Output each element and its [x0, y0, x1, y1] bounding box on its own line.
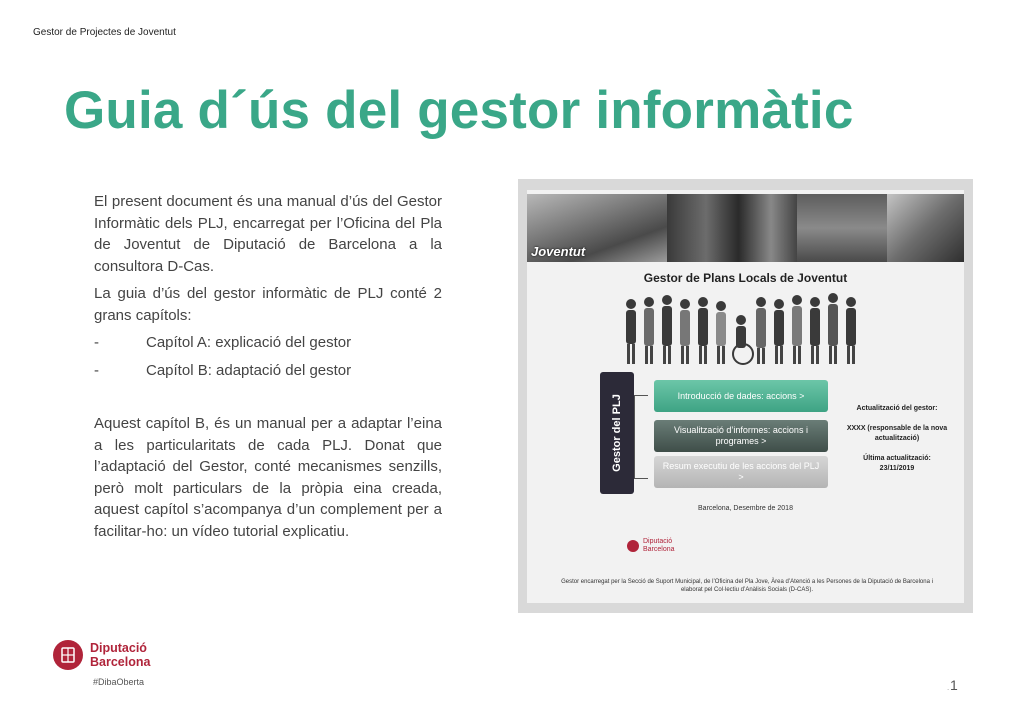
thumbnail-logo: [627, 538, 675, 554]
banner-photo: [667, 194, 797, 262]
gestor-pl-label: Gestor del PLJ: [611, 394, 623, 472]
logo-line2: Barcelona: [90, 655, 151, 669]
reports-button[interactable]: Visualització d’informes: accions i programes >: [654, 420, 828, 452]
slide-thumbnail-frame: [518, 179, 973, 613]
intro-paragraph: El present document és una manual d’ús del Gestor Informàtic dels PLJ, encarregat per l’Oficina del Pla de Joventut de Diputació de Barcelona a la consultora D-Cas.: [94, 193, 442, 275]
thumbnail-title: Gestor de Plans Locals de Joventut: [643, 271, 848, 285]
photo-banner: [527, 194, 964, 262]
list-item: [94, 332, 442, 354]
banner-label: Joventut: [531, 244, 586, 259]
chapter-b-paragraph: Aquest capítol B, és un manual per a adaptar l’eina a les particularitats de cada PLJ. Donat que l’adaptació del Gestor, conté mecanismes senzills, però molt particulars de la pròpia eina creada, aquest capítol s’acompanya d’un complement per a facilitar-ho: un vídeo tutorial explicatiu.: [94, 415, 442, 540]
update-info: [845, 404, 949, 474]
update-heading: Actualització del gestor:: [856, 405, 938, 412]
page-number: 1: [950, 677, 958, 693]
logo-line1: Diputació: [90, 641, 147, 655]
banner-photo: [887, 194, 964, 262]
logo: [53, 640, 150, 670]
thumbnail-logo-line1: Diputació: [643, 538, 673, 545]
header-label: Gestor de Projectes de Joventut: [33, 27, 176, 38]
list-item-text: Capítol B: adaptació del gestor: [146, 361, 352, 379]
thumbnail-date: Barcelona, Desembre de 2018: [698, 505, 793, 512]
diputacio-shield-icon: [53, 640, 83, 670]
slide-thumbnail: [527, 190, 964, 603]
gestor-pl-bar: [600, 372, 634, 494]
thumbnail-footer: Gestor encarregat per la Secció de Suport Municipal, de l’Oficina del Pla Jove, Àrea d’Atenció a les Persones de la Diputació de Barcelona i elaborat pel Col·lectiu d’Anàlisis Socials (D-CAS).: [561, 579, 933, 593]
executive-summary-button[interactable]: Resum executiu de les accions del PLJ >: [654, 456, 828, 488]
data-entry-button[interactable]: Introducció de dades: accions >: [654, 380, 828, 412]
body-text: [94, 191, 442, 548]
page-dot: .: [947, 683, 950, 692]
logo-text: [90, 641, 150, 669]
list-dash: -: [94, 361, 99, 379]
banner-photo: [797, 194, 887, 262]
list-item: [94, 360, 442, 382]
people-illustration: [619, 290, 869, 370]
last-update-heading: Última actualització:: [863, 455, 931, 462]
page-title: Guia d´ús del gestor informàtic: [64, 81, 854, 140]
menu-bracket: [634, 395, 648, 479]
last-update-date: 23/11/2019: [879, 465, 915, 472]
chapters-paragraph: La guia d’ús del gestor informàtic de PLJ conté 2 grans capítols:: [94, 285, 442, 324]
hashtag: #DibaOberta: [93, 677, 145, 687]
banner-photo: [527, 194, 667, 262]
update-responsible: XXXX (responsable de la nova actualització): [846, 425, 948, 442]
list-item-text: Capítol A: explicació del gestor: [146, 334, 352, 351]
thumbnail-logo-line2: Barcelona: [643, 546, 675, 553]
diputacio-shield-icon: [627, 540, 639, 552]
list-dash: -: [94, 334, 99, 351]
